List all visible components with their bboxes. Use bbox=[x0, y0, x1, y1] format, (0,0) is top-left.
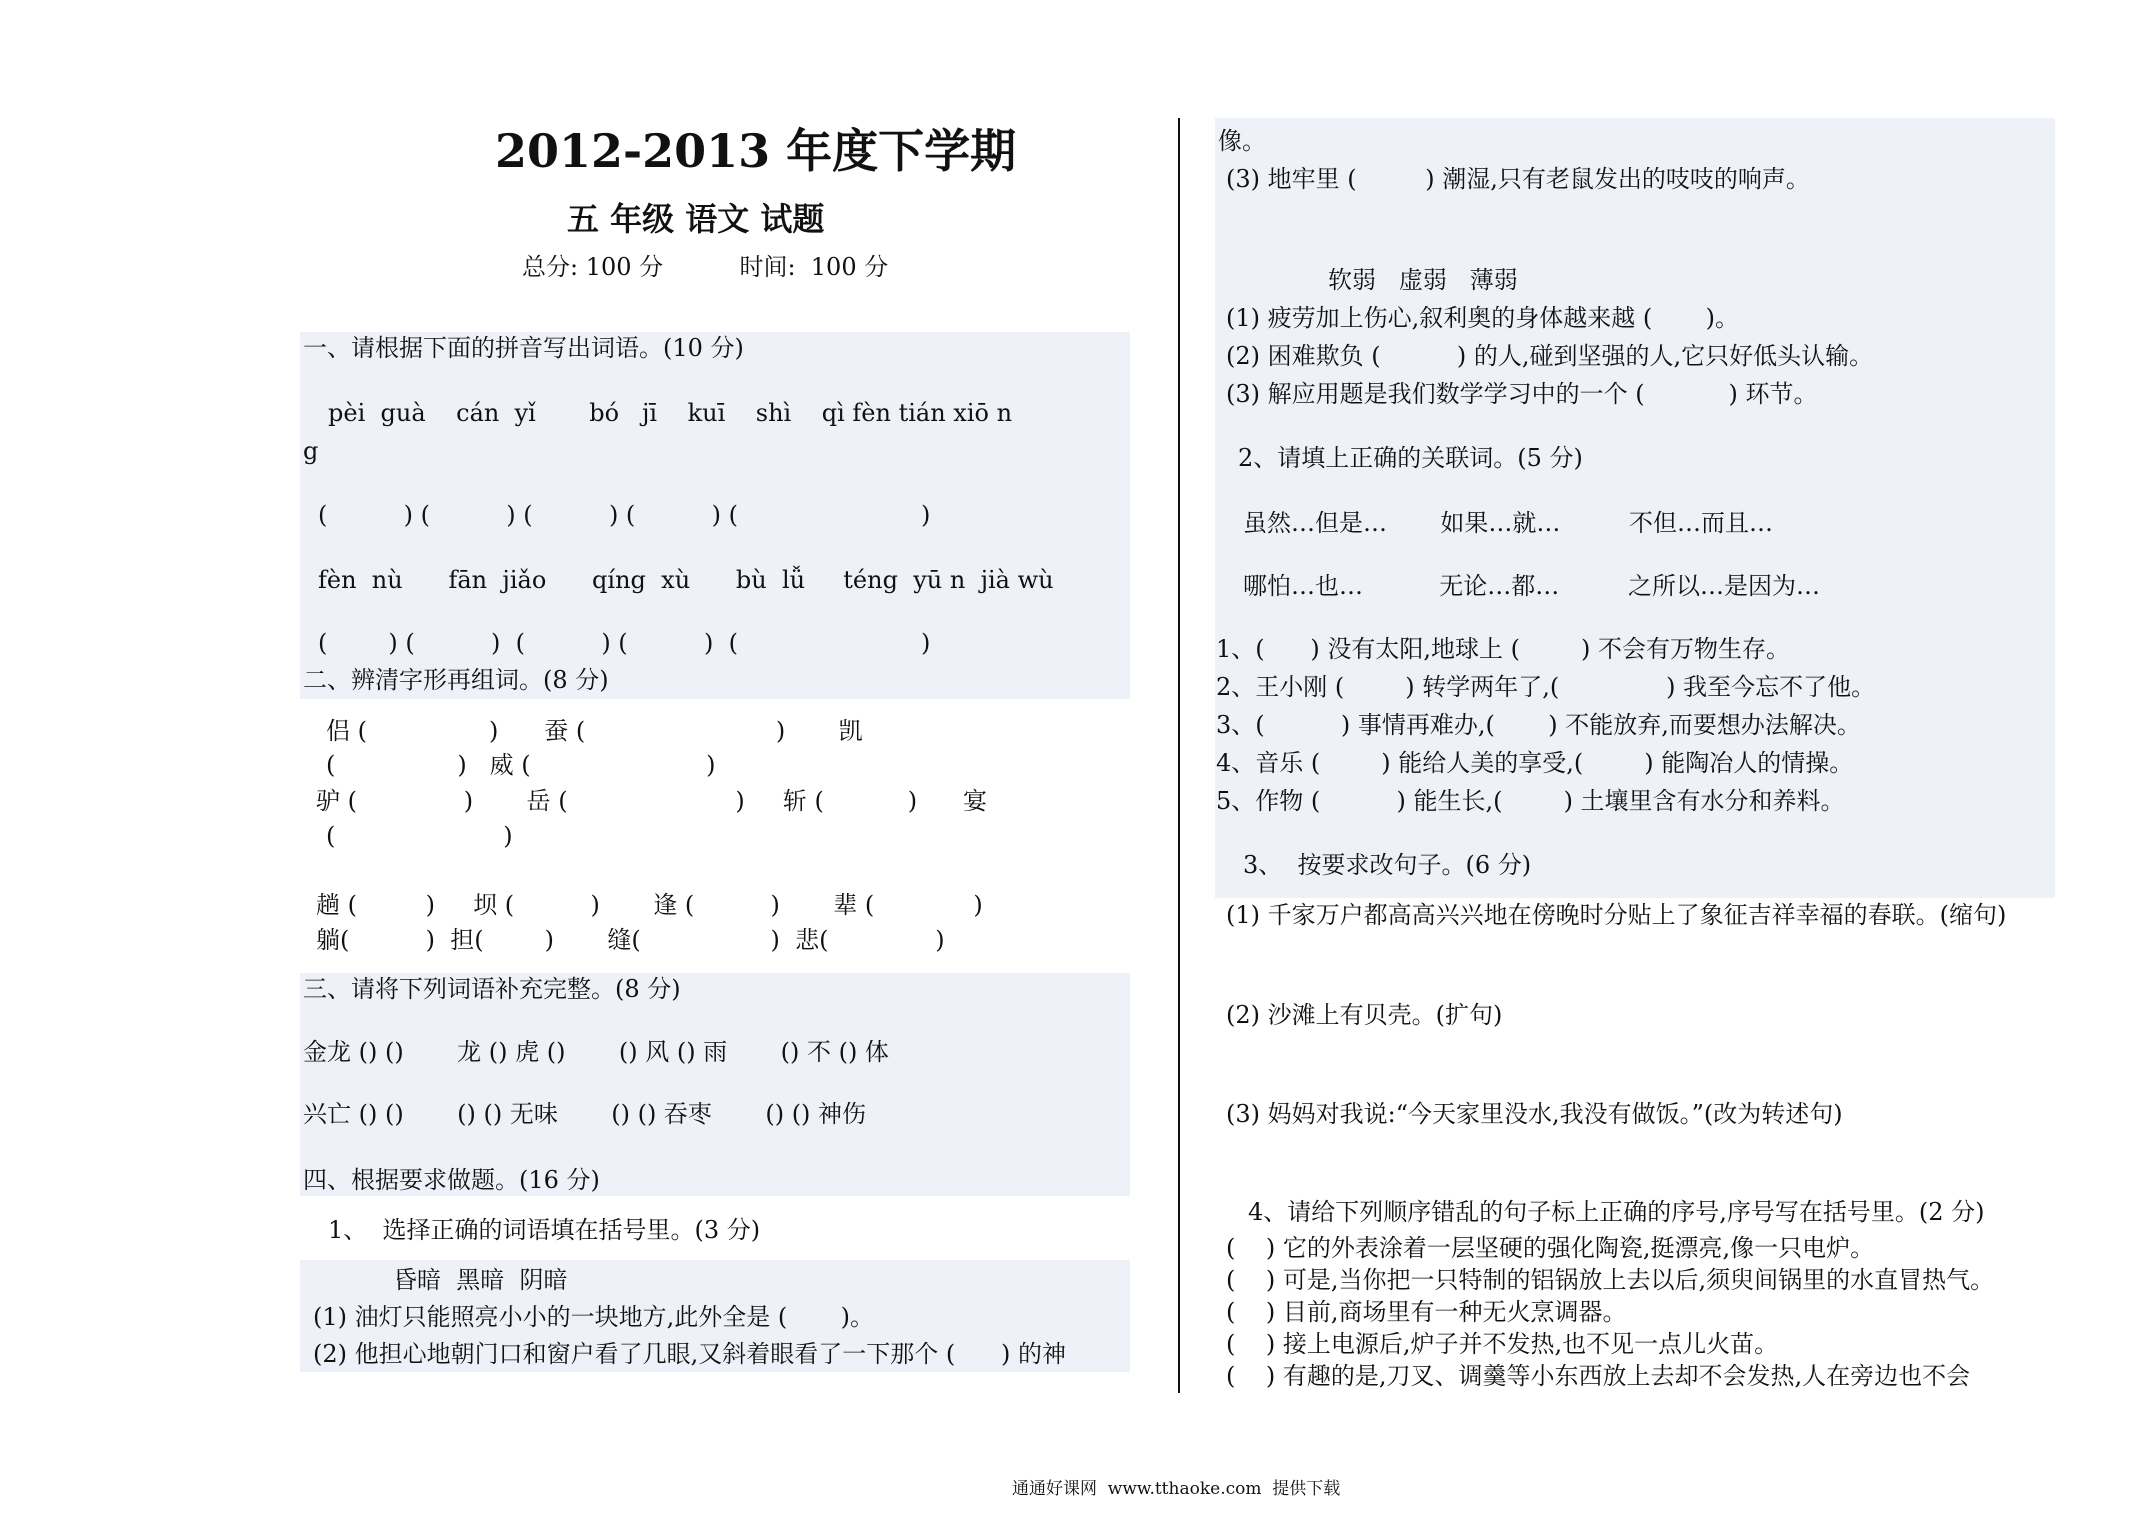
q3-item3: (3) 妈妈对我说:“今天家里没水,我没有做饭。”(改为转述句) bbox=[1226, 1100, 1843, 1128]
shade-s3 bbox=[300, 973, 1130, 1196]
score-line: 总分: 100 分 时间: 100 分 bbox=[522, 253, 889, 281]
right-word-choices: 软弱 虚弱 薄弱 bbox=[1328, 266, 1518, 294]
q2-item1: 1、( ) 没有太阳,地球上 ( ) 不会有万物生存。 bbox=[1216, 635, 1791, 663]
q2-item2: 2、王小刚 ( ) 转学两年了,( ) 我至今忘不了他。 bbox=[1216, 673, 1876, 701]
q3-item1: (1) 千家万户都高高兴兴地在傍晚时分贴上了象征吉祥幸福的春联。(缩句) bbox=[1226, 901, 2007, 929]
section3-line1: 金龙 () () 龙 () 虎 () () 风 () 雨 () 不 () 体 bbox=[303, 1038, 889, 1066]
section4-item2: (2) 他担心地朝门口和窗户看了几眼,又斜着眼看了一下那个 ( ) 的神 bbox=[313, 1340, 1067, 1368]
q4-item3: ( ) 目前,商场里有一种无火烹调器。 bbox=[1226, 1298, 1627, 1326]
section1-pinyin-row1: pèi guà cán yǐ bó jī kuī shì qì fèn tián xiō n bbox=[328, 399, 1013, 427]
q2-title: 2、请填上正确的关联词。(5 分) bbox=[1238, 444, 1583, 472]
section2-line2: ( ) 威 ( ) bbox=[326, 751, 716, 779]
q3-title: 3、 按要求改句子。(6 分) bbox=[1243, 851, 1532, 879]
section1-pinyin-row2: fèn nù fān jiǎo qíng xù bù lǚ téng yū n jià wù bbox=[318, 566, 1054, 594]
footer-credit: 通通好课网 www.tthaoke.com 提供下载 bbox=[1012, 1479, 1341, 1499]
section4-question1: 1、 选择正确的词语填在括号里。(3 分) bbox=[328, 1216, 761, 1244]
section1-pinyin-row1-wrap: g bbox=[303, 437, 319, 465]
section1-blank-row2: ( ) ( ) ( ) ( ) ( ) bbox=[318, 629, 931, 657]
section2-line1: 侣 ( ) 蚕 ( ) 凯 bbox=[326, 717, 863, 745]
section2-title: 二、辨清字形再组词。(8 分) bbox=[303, 666, 609, 694]
section4-title: 四、根据要求做题。(16 分) bbox=[303, 1166, 600, 1194]
section2-line3: 驴 ( ) 岳 ( ) 斩 ( ) 宴 bbox=[316, 787, 987, 815]
right-continuation: 像。 bbox=[1218, 127, 1266, 155]
section3-title: 三、请将下列词语补充完整。(8 分) bbox=[303, 975, 681, 1003]
section2-line4: ( ) bbox=[326, 822, 513, 850]
q2-options-row1: 虽然…但是… 如果…就… 不但…而且… bbox=[1243, 509, 1774, 537]
q2-options-row2: 哪怕…也… 无论…都… 之所以…是因为… bbox=[1243, 572, 1820, 600]
q4-item1: ( ) 它的外表涂着一层坚硬的强化陶瓷,挺漂亮,像一只电炉。 bbox=[1226, 1234, 1875, 1262]
section1-title: 一、请根据下面的拼音写出词语。(10 分) bbox=[303, 334, 744, 362]
section2-line6: 躺( ) 担( ) 缝( ) 悲( ) bbox=[316, 926, 945, 954]
section2-line5: 趟 ( ) 坝 ( ) 逢 ( ) 辈 ( ) bbox=[316, 891, 983, 919]
q2-item4: 4、音乐 ( ) 能给人美的享受,( ) 能陶冶人的情操。 bbox=[1216, 749, 1854, 777]
section3-line2: 兴亡 () () () () 无味 () () 吞枣 () () 神伤 bbox=[303, 1100, 867, 1128]
page-title: 2012-2013 年度下学期 bbox=[495, 124, 1017, 178]
q4-item4: ( ) 接上电源后,炉子并不发热,也不见一点儿火苗。 bbox=[1226, 1330, 1779, 1358]
q2-item3: 3、( ) 事情再难办,( ) 不能放弃,而要想办法解决。 bbox=[1216, 711, 1861, 739]
right-b-item2: (2) 困难欺负 ( ) 的人,碰到坚强的人,它只好低头认输。 bbox=[1226, 342, 1874, 370]
right-item3: (3) 地牢里 ( ) 潮湿,只有老鼠发出的吱吱的响声。 bbox=[1226, 165, 1810, 193]
section4-item1: (1) 油灯只能照亮小小的一块地方,此外全是 ( )。 bbox=[313, 1303, 875, 1331]
section4-word-choices: 昏暗 黑暗 阴暗 bbox=[393, 1266, 568, 1294]
page-subtitle: 五 年级 语文 试题 bbox=[567, 200, 825, 238]
q2-item5: 5、作物 ( ) 能生长,( ) 土壤里含有水分和养料。 bbox=[1216, 787, 1845, 815]
q4-item2: ( ) 可是,当你把一只特制的铝锅放上去以后,须臾间锅里的水直冒热气。 bbox=[1226, 1266, 1995, 1294]
q3-item2: (2) 沙滩上有贝壳。(扩句) bbox=[1226, 1001, 1503, 1029]
right-b-item1: (1) 疲劳加上伤心,叙利奥的身体越来越 ( )。 bbox=[1226, 304, 1740, 332]
right-b-item3: (3) 解应用题是我们数学学习中的一个 ( ) 环节。 bbox=[1226, 380, 1818, 408]
section1-blank-row1: ( ) ( ) ( ) ( ) ( ) bbox=[318, 501, 931, 529]
column-divider bbox=[1178, 118, 1180, 1393]
q4-title: 4、请给下列顺序错乱的句子标上正确的序号,序号写在括号里。(2 分) bbox=[1248, 1198, 1985, 1226]
q4-item5: ( ) 有趣的是,刀叉、调羹等小东西放上去却不会发热,人在旁边也不会 bbox=[1226, 1362, 1971, 1390]
